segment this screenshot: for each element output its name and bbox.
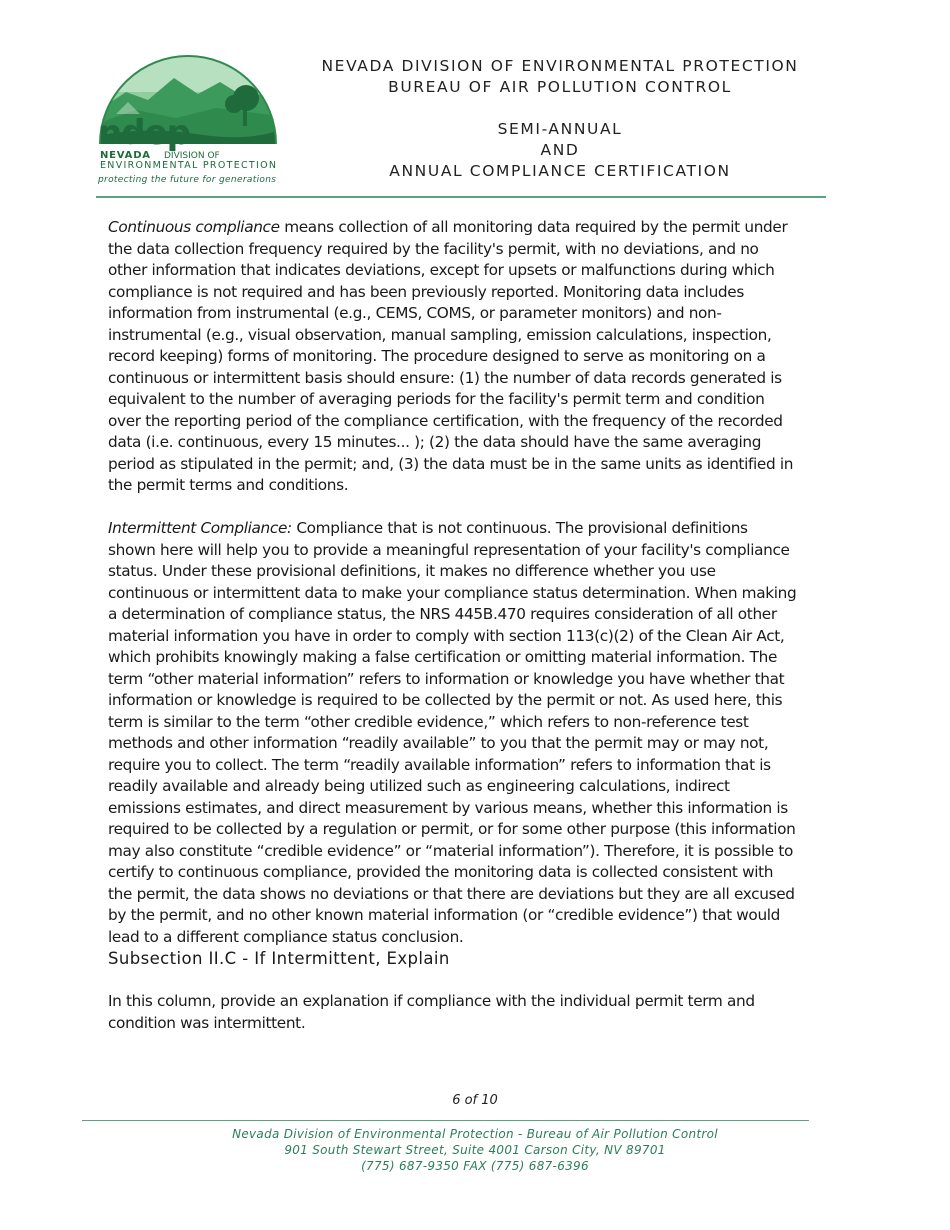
document-header	[280, 56, 840, 182]
document-footer	[0, 1126, 950, 1174]
intermittent-compliance-term: Intermittent Compliance:	[108, 519, 292, 537]
intermittent-compliance-definition: Compliance that is not continuous. The provisional definitions shown here will help you to provide a meaningful representation of your facility's compliance status. Under these provisional definitions, it makes no difference whether you use continuous or intermittent data to make your compliance status determination. When making a determination of compliance status, the NRS 445B.470 requires consideration of all other material information you have in order to comply with section 113(c)(2) of the Clean Air Act, which prohibits knowingly making a false certification or omitting material information. The term “other material information” refers to information or knowledge you have whether that information or knowledge is required to be collected by the permit or not. As used here, this term is similar to the term “other credible evidence,” which refers to non-reference test methods and other information “readily available” to you that the permit may or may not, require you to collect. The term “readily available information” refers to information that is readily available and already being utilized such as engineering calculations, indirect emissions estimates, and direct measurement by various means, whether this information is required to be collected by a regulation or permit, or for some other purpose (this information may also constitute “credible evidence” or “material information”). Therefore, it is possible to certify to continuous compliance, provided the monitoring data is collected consistent with the permit, the data shows no deviations or that there are deviations but they are all excused by the permit, and no other known material information (or “credible evidence”) that would lead to a different compliance status conclusion.	[108, 519, 797, 946]
footer-phone-fax: (775) 687-9350 FAX (775) 687-6396	[361, 1159, 589, 1173]
ndep-logo	[96, 52, 280, 190]
header-and: AND	[540, 141, 580, 159]
continuous-compliance-paragraph	[108, 217, 798, 497]
document-body	[108, 217, 798, 1034]
header-bureau: BUREAU OF AIR POLLUTION CONTROL	[388, 78, 732, 96]
intermittent-explanation-paragraph: In this column, provide an explanation if compliance with the individual permit term and condition was intermittent.	[108, 992, 755, 1032]
footer-address: 901 South Stewart Street, Suite 4001 Carson City, NV 89701	[284, 1143, 666, 1157]
header-divider	[96, 196, 826, 198]
logo-division-of: DIVISION OF	[164, 151, 220, 161]
subsection-heading: Subsection II.C - If Intermittent, Explain	[108, 949, 450, 968]
logo-nevada: NEVADA	[100, 150, 151, 161]
page-number: 6 of 10	[452, 1093, 498, 1108]
logo-tagline: protecting the future for generations	[98, 175, 276, 185]
footer-agency: Nevada Division of Environmental Protection - Bureau of Air Pollution Control	[232, 1127, 718, 1141]
header-form-title: ANNUAL COMPLIANCE CERTIFICATION	[389, 162, 731, 180]
intermittent-compliance-paragraph	[108, 518, 798, 948]
logo-env-protection: ENVIRONMENTAL PROTECTION	[100, 160, 276, 171]
logo-wordmark: ndep	[98, 113, 190, 153]
header-semi-annual: SEMI-ANNUAL	[497, 120, 623, 138]
continuous-compliance-term: Continuous compliance	[108, 218, 280, 236]
footer-divider	[82, 1120, 809, 1121]
header-agency: NEVADA DIVISION OF ENVIRONMENTAL PROTECTION	[321, 57, 799, 75]
continuous-compliance-definition: means collection of all monitoring data required by the permit under the data collection frequency required by the facility's permit, with no deviations, and no other information that indicates deviations, except for upsets or malfunctions during which compliance is not required and has been previously reported. Monitoring data includes information from instrumental (e.g., CEMS, COMS, or parameter monitors) and non-instrumental (e.g., visual observation, manual sampling, emission calculations, inspection, record keeping) forms of monitoring. The procedure designed to serve as monitoring on a continuous or intermittent basis should ensure: (1) the number of data records generated is equivalent to the number of averaging periods for the facility's permit term and condition over the reporting period of the compliance certification, with the frequency of the recorded data (i.e. continuous, every 15 minutes... ); (2) the data should have the same averaging period as stipulated in the permit; and, (3) the data must be in the same units as identified in the permit terms and conditions.	[108, 218, 794, 494]
